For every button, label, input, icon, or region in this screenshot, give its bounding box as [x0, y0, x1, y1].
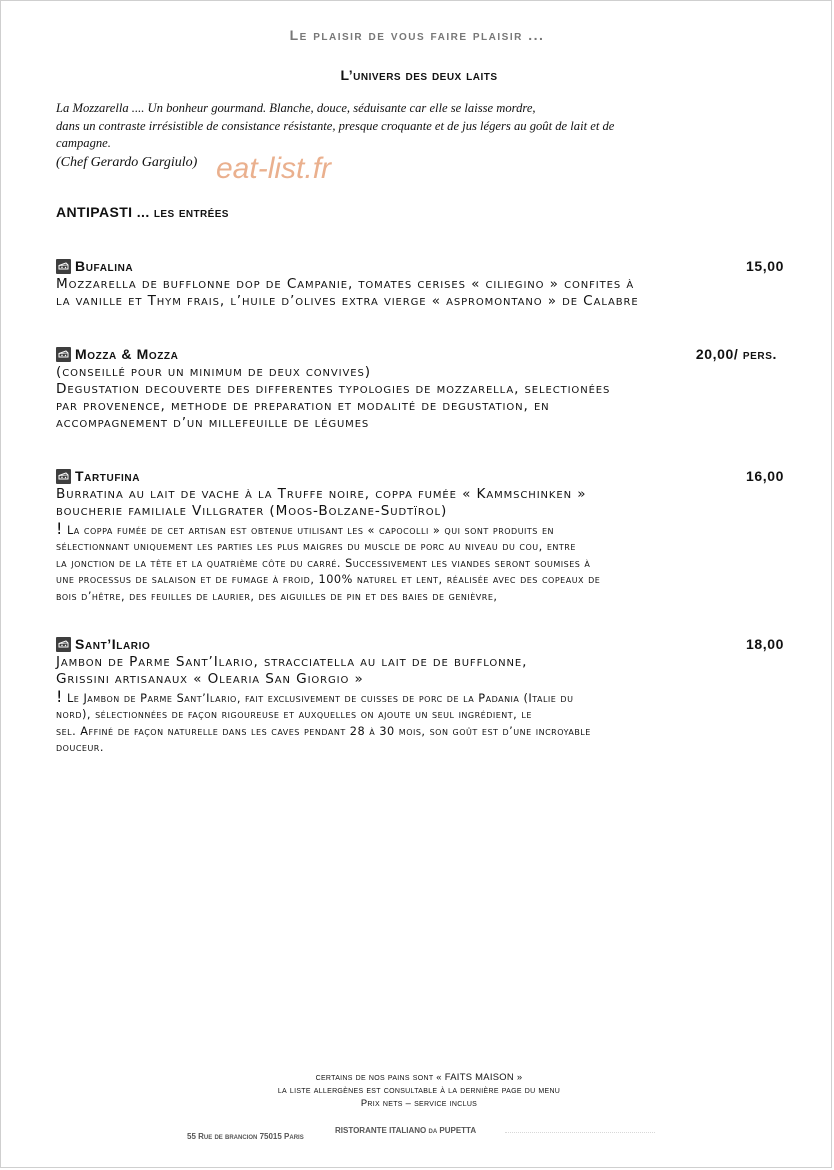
dish-sant-ilario	[56, 636, 784, 757]
dish-header	[56, 346, 784, 364]
dish-header	[56, 258, 784, 276]
dish-description: Mozzarella de bufflonne dop de Campanie, tomates cerises « ciliegino » confites à	[56, 276, 635, 292]
footer-line: la liste allergènes est consultable à la dernière page du menu	[277, 1084, 561, 1095]
footer-line: Prix nets – service inclus	[360, 1097, 478, 1108]
note-line	[56, 689, 784, 707]
dish-description: Burratina au lait de vache à la Truffe noire, coppa fumée « Kammschinken »	[56, 486, 587, 502]
header-tagline: Le plaisir de vous faire plaisir ...	[289, 27, 545, 43]
dish-name: Mozza & Mozza	[75, 346, 179, 362]
dish-description: Jambon de Parme Sant’Ilario, stracciatella au lait de de bufflonne,	[56, 654, 528, 670]
dish-note	[56, 521, 784, 605]
note-text: La coppa fumée de cet artisan est obtenue utilisant les « capocolli » qui sont produits en	[67, 524, 555, 537]
dish-description: boucherie familiale Villgrater (Moos-Bolzane-Sudtïrol)	[56, 503, 448, 519]
dish-note	[56, 689, 784, 757]
footer-line: certains de nos pains sont « FAITS MAISON »	[315, 1071, 523, 1082]
dish-header	[56, 636, 784, 654]
note-text: Le Jambon de Parme Sant’Ilario, fait exclusivement de cuisses de porc de la Padania (Italie du	[67, 692, 574, 705]
antipasti-heading: ANTIPASTI ... les entrées	[56, 204, 229, 220]
quote-line: dans un contraste irrésistible de consistance résistante, presque croquante et de jus légers au goût de lait et de	[56, 118, 615, 133]
dish-name: Tartufina	[75, 468, 141, 484]
footer-notes	[0, 1070, 834, 1109]
section-title: L’univers des deux laits	[340, 67, 498, 83]
dish-header	[56, 468, 784, 486]
quote-line: La Mozzarella .... Un bonheur gourmand. Blanche, douce, séduisante car elle se laisse mordre,	[56, 101, 536, 115]
dish-description: Degustation decouverte des differentes typologies de mozzarella, selectionées	[56, 381, 611, 397]
dish-description: la vanille et Thym frais, l’huile d’olives extra vierge « aspromontano » de Calabre	[56, 293, 639, 309]
dish-description: (conseillé pour un minimum de deux convives)	[56, 364, 371, 380]
dish-mozza-mozza	[56, 346, 784, 432]
dish-description: Grissini artisanaux « Olearia San Giorgio »	[56, 671, 364, 687]
note-marker: !	[56, 519, 63, 538]
dish-name: Sant’Ilario	[75, 636, 151, 652]
dish-bufalina	[56, 258, 784, 310]
chef-quote	[56, 100, 786, 172]
note-marker: !	[56, 687, 63, 706]
dish-price: 16,00	[745, 468, 784, 484]
note-line: sel. Affiné de façon naturelle dans les caves pendant 28 à 30 mois, son goût est d’une incroyable	[56, 724, 591, 738]
dish-description: par provenence, methode de preparation et modalité de degustation, en	[56, 398, 550, 414]
restaurant-name: RISTORANTE ITALIANO da PUPETTA	[335, 1126, 477, 1135]
note-line: sélectionnant uniquement les parties les plus maigres du muscle de porc au niveau du cou, entre	[56, 540, 576, 554]
dish-price: 15,00	[745, 258, 784, 274]
note-line: bois d’hêtre, des feuilles de laurier, des aiguilles de pin et des baies de genièvre,	[56, 589, 498, 603]
dish-price: 20,00/ pers.	[695, 346, 777, 362]
note-line: douceur.	[56, 741, 104, 755]
dish-tartufina	[56, 468, 784, 605]
cheese-icon	[56, 347, 71, 362]
note-line: nord), sélectionnées de façon rigoureuse et auxquelles on ajoute un seul ingrédient, le	[56, 708, 532, 722]
dish-description: accompagnement d’un millefeuille de légumes	[56, 415, 370, 431]
dish-name: Bufalina	[75, 258, 134, 274]
note-line	[56, 521, 784, 539]
footer-divider	[505, 1132, 655, 1133]
cheese-icon	[56, 637, 71, 652]
quote-author: (Chef Gerardo Gargiulo)	[56, 154, 198, 170]
cheese-icon	[56, 469, 71, 484]
watermark: eat-list.fr	[216, 152, 332, 185]
note-line: la jonction de la tête et la quatrième côte du carré. Successivement les viandes seront soumises à	[56, 556, 591, 570]
restaurant-address: 55 Rue de brancion 75015 Paris	[187, 1132, 304, 1141]
note-line: une processus de salaison et de fumage à froid, 100% naturel et lent, réalisée avec des copeaux de	[56, 573, 601, 587]
cheese-icon	[56, 259, 71, 274]
dish-price: 18,00	[745, 636, 784, 652]
quote-line: campagne.	[56, 136, 111, 150]
